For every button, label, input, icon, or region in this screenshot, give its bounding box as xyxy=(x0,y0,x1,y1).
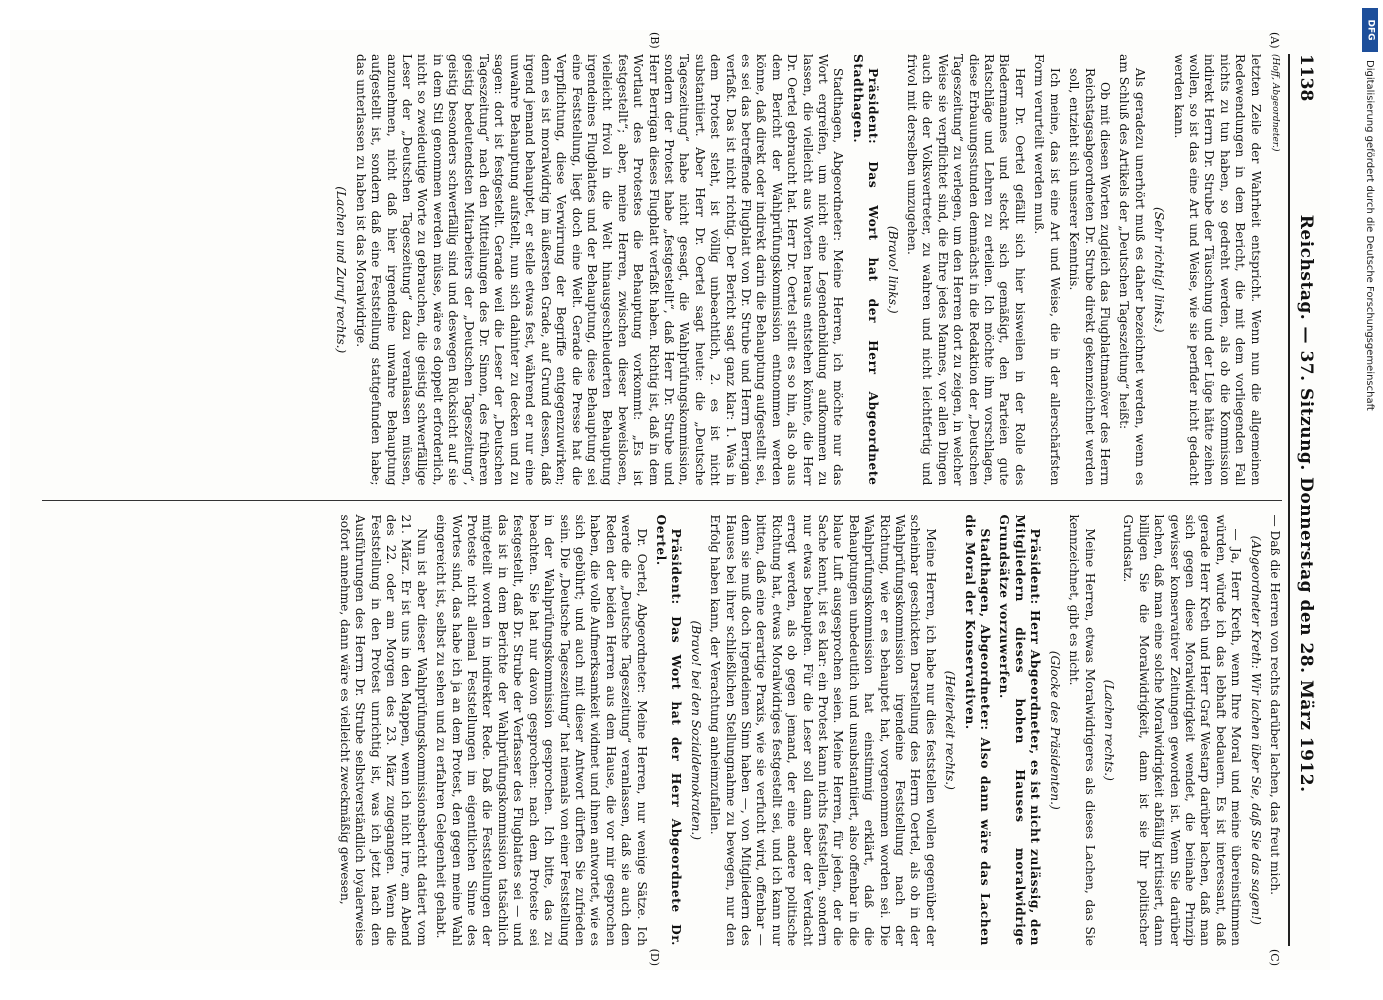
speaker-note: (Hoff, Abgeordneter.) xyxy=(1270,54,1280,152)
running-head: Reichstag. — 37. Sitzung. Donnerstag den 28. März 1912. xyxy=(1296,214,1316,793)
paragraph: — Ja, Herr Kreth, wenn Ihre Moral und meine übereinstimmen würden, würde ich das lebhaft bedauern. Es ist interessant, daß gerade Herr Kreth und Herr Graf Westarp darüber lachen, daß man sich gegen diese Moralwidrigkeit wendet, die beinahe Prinzip gewisser konservativer Zeitungen geworden ist. Wenn Sie darüber lachen, daß man eine solche Moralwidrigkeit abfällig kritisiert, dann billigen Sie die Moralwidrigkeit, dann ist sie Ihr politischer Grundsatz. xyxy=(1121,514,1244,946)
paragraph: Herr Dr. Oertel gefällt sich hier bisweilen in der Rolle des Biedermannes und steckt sich gemäßigt, den Parteien gute Ratschläge und Lehren zu erteilen. Ich möchte ihm vorschlagen, diese Erbauungsstunden demnächst in die Redaktion der „Deutschen Tageszeitung“ zu verlegen, um den Herren dort zu zeigen, in welcher Weise sie verpflichtet sind, die Ehre jedes Mannes, vor allen Dingen auch die der Volksvertreter, zu wahren und nicht leichtfertig und frivol mit derselben umzugehen. xyxy=(905,54,1027,486)
speech-paragraph: Stadthagen, Abgeordneter: Meine Herren, ich möchte nur das Wort ergreifen, um nicht eine Legendenbildung aufkommen zu lassen, die vielleicht aus Worten heraus entstehen könnte, die Herr Dr. Oertel gebraucht hat. Herr Dr. Oertel stellt es so hin, als ob aus dem Bericht der Wahlprüfungskommission entnommen werden könne, daß direkt oder indirekt darin die Behauptung aufgestellt sei, es sei das betreffende Flugblatt von Dr. Strube und Herrn Berrigan verfaßt. Das ist nicht richtig. Der Bericht sagt ganz klar: 1. Was in dem Protest steht, ist völlig unbeachtlich, 2. es ist nicht substantiiert. Aber Herr Dr. Oertel sagt heute: die „Deutsche Tageszeitung“ habe nicht gesagt, die Wahlprüfungskommission, sondern der Protest habe „festgestellt“, daß Herr Dr. Strube und Herr Berrigan dieses Flugblatt verfaßt haben. Richtig ist, daß in dem Wortlaut des Protestes die Behauptung vorkommt: „Es ist festgestellt“; aber, meine Herren, zwischen dieser beweislosen, vielleicht frivol in die Welt hinausgeschleuderten Behauptung irgendeines Flugblattes und der Behauptung, diese Behauptung sei eine Feststellung, liegt doch eine Welt. Gerade die Presse hat die Verpflichtung, diese Verwirrung der Begriffe entgegenzuwirken; denn es ist moralwidrig im äußersten Grade, auf Grund dessen, daß irgend jemand behauptet, er stelle etwas fest, während er nur eine unwahre Behauptung aufstellt, nun sich dahinter zu decken und zu sagen: dort ist festgestellt. Gerade weil die Leser der „Deutschen Tageszeitung“ nach den Mitteilungen des Dr. Simon, des früheren geistig bedeutendsten Mitarbeiters der „Deutschen Tageszeitung“, geistig besonders schwerfällig sind und deswegen Rücksicht auf sie in dem Stil genommen werden müsse, wäre es doppelt erforderlich, nicht so zweideutige Worte zu gebrauchen, die geistig schwerfällige Leser der „Deutschen Tageszeitung“ dazu veranlassen müssen, anzunehmen, nicht daß hier irgendeine unwahre Behauptung aufgestellt ist, sondern daß eine Feststellung stattgefunden habe; das unterlassen zu haben ist das Moralwidrige. xyxy=(353,54,846,486)
text-columns xyxy=(42,32,1282,966)
digitization-credit xyxy=(1361,0,1379,1000)
paragraph: Als geradezu unerhört muß es daher bezeichnet werden, wenn es am Schluß des Artikels der „Deutschen Tageszeitung“ heißt: xyxy=(1117,54,1147,486)
paragraph: Ich meine, das ist eine Art und Weise, die in der allerschärfsten Form verurteilt werden muß. xyxy=(1032,54,1062,486)
interjection: (Heiterkeit rechts.) xyxy=(943,670,958,790)
margin-mark-b: (B) xyxy=(648,32,661,49)
page-number: 1138 xyxy=(1296,54,1316,102)
interjection: (Lachen und Zuruf rechts.) xyxy=(334,186,349,354)
speaker-paragraph: Präsident: Herr Abgeordneter, es ist nicht zulässig, den Mitgliedern dieses hohen Hauses moralwidrige Grundsätze vorzuwerfen. xyxy=(997,514,1043,946)
paragraph: letzten Zeile der Wahrheit entspricht. Wenn nun die allgemeinen Redewendungen in dem Bericht, die mit dem vorliegenden Fall nichts zu tun haben, so gedreht werden, als ob die Kommission indirekt Herrn Dr. Strube der Täuschung und der Lüge hätte zeihen wollen, so ist das eine Art und Weise, wie sie perfider nicht gedacht werden kann. xyxy=(1171,54,1263,486)
interjection: (Lachen rechts.) xyxy=(1101,679,1116,781)
credit-text: Digitalisierung gefördert durch die Deutsche Forschungsgemeinschaft xyxy=(1364,60,1375,411)
interjection: (Bravo! links.) xyxy=(885,225,900,314)
margin-mark-a: (A) xyxy=(1268,32,1281,49)
speaker-paragraph: Präsident: Das Wort hat der Herr Abgeordnete Stadthagen. xyxy=(850,54,881,486)
quotation: Ob mit diesen Worten zugleich das Flugblattmanöver des Herrn Reichstagsabgeordneten Dr. Strube direkt gekennzeichnet werden soll, entzieht sich unserer Kenntnis. xyxy=(1067,68,1112,486)
interjection: (Glocke des Präsidenten.) xyxy=(1047,650,1062,810)
margin-mark-c: (C) xyxy=(1268,949,1281,966)
interjection: (Bravo! bei den Sozialdemokraten.) xyxy=(688,620,703,840)
paragraph: Meine Herren, ich habe nur dies feststellen wollen gegenüber der scheinbar geschickten Darstellung des Herrn Oertel, als ob in der Wahlprüfungskommission irgendeine Feststellung nach der Richtung, wie er es behauptet hat, vorgenommen worden sei. Die Wahlprüfungskommission hat einstimmig erklärt, daß die Behauptungen unbedeutlich und unsubstantiiert, also offenbar in die blaue Luft ausgesprochen seien. Meine Herren, für jeden, der die Sache kennt, ist es klar: ein Protest kann nichts feststellen, sondern nur etwas behaupten. Für die Leser soll dann aber der Verdacht erregt werden, als ob gegen jemand, der eine andere politische Richtung hat, etwas Moralwidriges festgestellt sei, und ich kann nur bitten, daß eine derartige Praxis, wie sie verfucht wird, offenbar — denn sie muß doch irgendeinen Sinn haben —, von Mitgliedern des Hauses bei ihrer schließlichen Stellungnahme zu bewegen, nur den Erfolg haben kann, der Verachtung anheimzufallen. xyxy=(708,514,938,946)
left-column xyxy=(42,32,1282,486)
speaker-paragraph: Stadthagen, Abgeordneter: Also dann wäre das Lachen die Moral der Konservativen. xyxy=(962,514,993,946)
speaker-paragraph: Präsident: Das Wort hat der Herr Abgeordnete Dr. Oertel. xyxy=(653,514,684,946)
interjection: (Abgeordneter Kreth: Wir lachen über Sie, daß Sie das sagen!) xyxy=(1248,535,1263,925)
margin-mark-d: (D) xyxy=(648,948,661,966)
paragraph: Meine Herren, etwas Moralwidrigeres als dieses Lachen, das Sie kennzeichnet, gibt es nicht. xyxy=(1067,514,1097,946)
speech-paragraph: Dr. Oertel, Abgeordneter: Meine Herren, nur wenige Sätze. Ich werde die „Deutsche Tageszeitung“ veranlassen, daß sie auch den Reden der beiden Herren aus dem Hause, die vor mir gesprochen haben, die volle Aufmerksamkeit widmet und ihnen antwortet, wie es sich gebührt; und auch mit dieser Antwort dürften Sie zufrieden sein. Die „Deutsche Tageszeitung“ hat niemals von einer Feststellung in der Wahlprüfungskommission gesprochen. Ich bitte, das zu beachten. Sie hat nur davon gesprochen: nach dem Proteste sei festgestellt, daß Dr. Strube der Verfasser des Flugblattes sei — und das ist in dem Berichte der Wahlprüfungskommission tatsächlich mitgeteilt worden in indirekter Rede. Daß die Feststellungen der Proteste nicht allemal Feststellungen im eigentlichen Sinne des Wortes sind, das habe ich ja an dem Protest, den gegen meine Wahl eingereicht ist, selbst zu sehen und zu erfahren Gelegenheit gehabt. xyxy=(434,514,649,946)
paragraph: Nun ist aber dieser Wahlprüfungskommissionsbericht datiert vom 21. März. Er ist uns in den Mappen, wenn ich nicht irre, am Abend des 22. oder am Morgen des 23. März zugegangen. Wenn die Feststellung in den Protest unrichtig ist, was ich jetzt nach den Ausführungen des Herrn Dr. Strube selbstverständlich loyalerweise sofort annehme, dann wäre es vielleicht zweckmäßig gewesen, xyxy=(337,514,429,946)
dfg-logo: DFG xyxy=(1362,8,1378,52)
rotated-document-page xyxy=(10,30,1330,970)
page-header xyxy=(1288,54,1316,946)
interjection: (Sehr richtig! links.) xyxy=(1152,206,1167,333)
paragraph: — Daß die Herren von rechts darüber lachen, das freut mich. xyxy=(1268,514,1282,895)
right-column xyxy=(42,500,1282,966)
